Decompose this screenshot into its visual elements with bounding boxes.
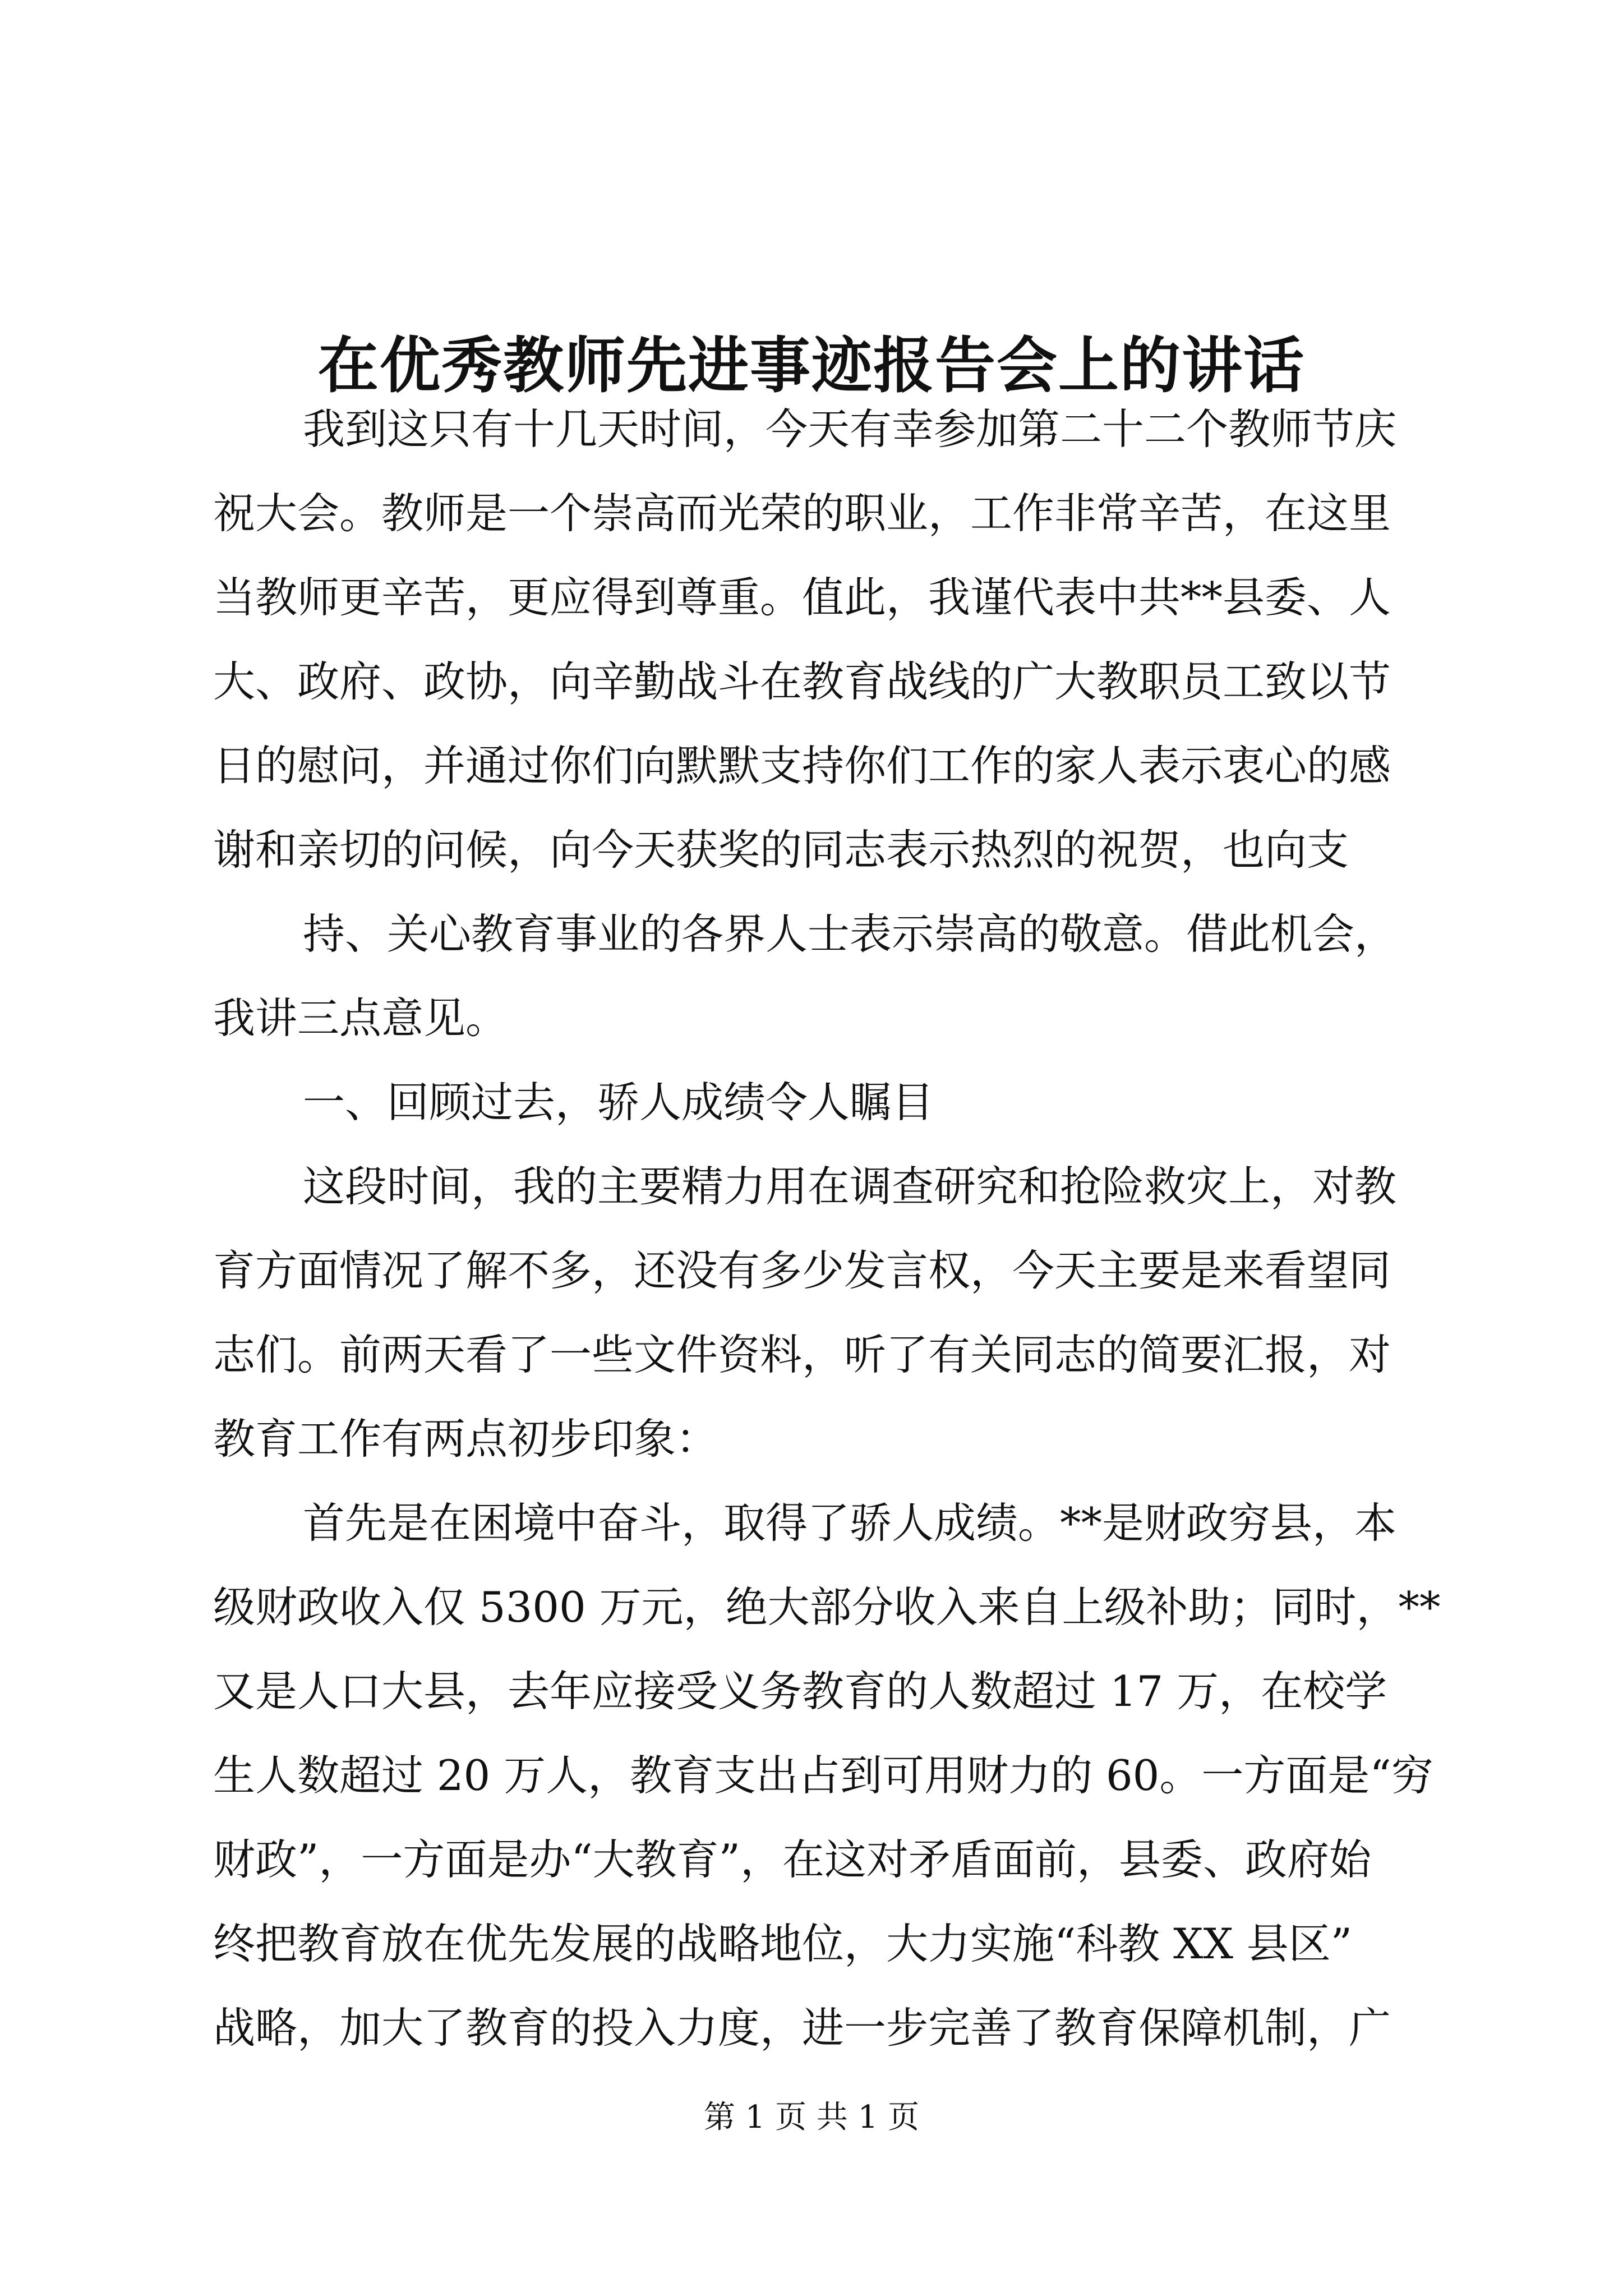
paragraph-line: 志们。前两天看了一些文件资料，听了有关同志的简要汇报，对 bbox=[213, 1330, 1391, 1379]
paragraph-line: 我讲三点意见。 bbox=[213, 993, 508, 1043]
paragraph-line: 育方面情况了解不多，还没有多少发言权，今天主要是来看望同 bbox=[213, 1246, 1391, 1295]
document-body bbox=[213, 387, 1441, 2070]
page-footer: 第 1 页 共 1 页 bbox=[703, 2099, 920, 2136]
paragraph-line: 谢和亲切的问候，向今天获奖的同志表示热烈的祝贺，也向支 bbox=[213, 825, 1349, 875]
paragraph-line: 大、政府、政协，向辛勤战斗在教育战线的广大教职员工致以节 bbox=[213, 657, 1391, 706]
paragraph-1 bbox=[213, 387, 1410, 892]
section-heading-1 bbox=[213, 1060, 1410, 1144]
paragraph-2 bbox=[213, 892, 1410, 1060]
document-title: 在优秀教师先进事迹报告会上的讲话 bbox=[317, 330, 1305, 402]
paragraph-line: 首先是在困境中奋斗，取得了骄人成绩。**是财政穷县，本 bbox=[303, 1498, 1397, 1548]
paragraph-line: 生人数超过 20 万人，教育支出占到可用财力的 60。一方面是“穷 bbox=[213, 1751, 1433, 1800]
paragraph-line: 教育工作有两点初步印象： bbox=[213, 1414, 718, 1464]
paragraph-line: 日的慰问，并通过你们向默默支持你们工作的家人表示衷心的感 bbox=[213, 741, 1391, 790]
paragraph-3 bbox=[213, 1144, 1410, 1481]
section-heading-line: 一、回顾过去，骄人成绩令人瞩目 bbox=[303, 1078, 934, 1127]
paragraph-4 bbox=[213, 1481, 1441, 2070]
paragraph-line: 当教师更辛苦，更应得到尊重。值此，我谨代表中共**县委、人 bbox=[213, 573, 1391, 622]
paragraph-line: 财政”，一方面是办“大教育”，在这对矛盾面前，县委、政府始 bbox=[213, 1835, 1372, 1884]
paragraph-line: 级财政收入仅 5300 万元，绝大部分收入来自上级补助；同时，** bbox=[213, 1582, 1441, 1632]
paragraph-line: 我到这只有十几天时间，今天有幸参加第二十二个教师节庆 bbox=[303, 404, 1397, 454]
paragraph-line: 战略，加大了教育的投入力度，进一步完善了教育保障机制，广 bbox=[213, 2003, 1391, 2053]
paragraph-line: 又是人口大县，去年应接受义务教育的人数超过 17 万，在校学 bbox=[213, 1667, 1387, 1716]
paragraph-line: 这段时间，我的主要精力用在调查研究和抢险救灾上，对教 bbox=[303, 1162, 1397, 1211]
paragraph-line: 持、关心教育事业的各界人士表示崇高的敬意。借此机会， bbox=[303, 909, 1397, 959]
paragraph-line: 祝大会。教师是一个崇高而光荣的职业，工作非常辛苦，在这里 bbox=[213, 489, 1391, 538]
paragraph-line: 终把教育放在优先发展的战略地位，大力实施“科教 XX 县区” bbox=[213, 1919, 1353, 1968]
